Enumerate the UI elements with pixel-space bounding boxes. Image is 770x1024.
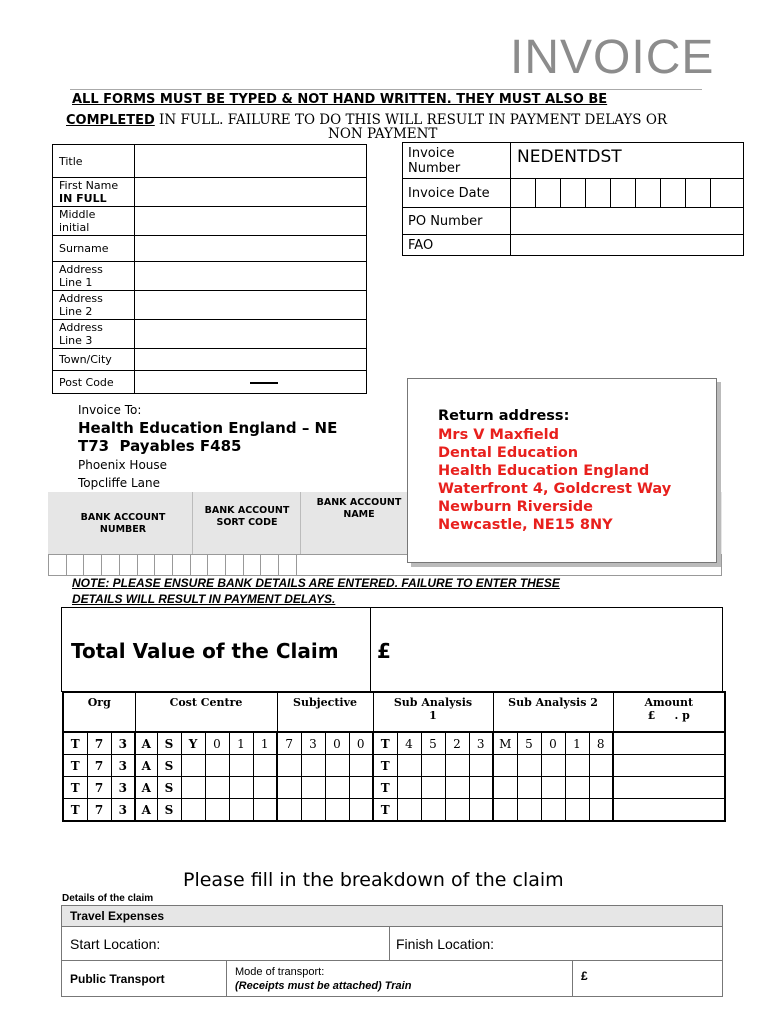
fao-label: FAO — [403, 235, 511, 256]
coding-cell[interactable]: 1 — [229, 732, 253, 755]
coding-cell[interactable] — [301, 799, 325, 822]
invoice-title: INVOICE — [510, 31, 715, 84]
coding-cell[interactable] — [589, 799, 613, 822]
invoice-date-label: Invoice Date — [403, 179, 511, 208]
coding-cell[interactable] — [277, 777, 301, 799]
address-line-1-field[interactable] — [135, 262, 367, 291]
invoice-to-org-2: T73 Payables F485 — [78, 437, 242, 455]
mode-label: Mode of transport: — [235, 965, 325, 978]
coding-cell[interactable]: Y — [181, 732, 205, 755]
invoice-to-org-1: Health Education England – NE — [78, 419, 338, 437]
addr1-a: Address — [59, 263, 103, 276]
coding-cell[interactable]: M — [493, 732, 517, 755]
sort-code-box[interactable] — [243, 555, 261, 576]
account-number-box[interactable] — [172, 555, 190, 576]
coding-cell[interactable]: S — [157, 799, 181, 822]
address-line-3-label — [53, 320, 135, 349]
return-address-line: Mrs V Maxfield — [438, 427, 560, 443]
coding-cell[interactable] — [469, 755, 493, 777]
account-number-box[interactable] — [119, 555, 137, 576]
coding-cell[interactable] — [493, 755, 517, 777]
coding-cell[interactable] — [421, 799, 445, 822]
total-value-divider — [370, 608, 371, 692]
coding-cell[interactable] — [181, 755, 205, 777]
addr1-b: Line 1 — [59, 276, 93, 289]
coding-cell[interactable]: 0 — [541, 732, 565, 755]
coding-cell[interactable] — [277, 799, 301, 822]
postcode-label: Post Code — [53, 371, 135, 394]
mode-note: (Receipts must be attached) Train — [235, 979, 412, 992]
coding-cell[interactable]: 4 — [397, 732, 421, 755]
coding-cell[interactable] — [181, 777, 205, 799]
sub1-a: Sub Analysis — [393, 696, 473, 709]
surname-field[interactable] — [135, 236, 367, 262]
coding-cell[interactable]: 0 — [349, 732, 373, 755]
start-location-field[interactable] — [62, 927, 390, 961]
coding-cell[interactable]: T — [373, 732, 397, 755]
coding-row — [63, 732, 725, 755]
coding-cell[interactable]: 3 — [469, 732, 493, 755]
coding-cell[interactable]: 0 — [205, 732, 229, 755]
middle-label-1: Middle — [59, 208, 96, 221]
coding-cell[interactable] — [469, 799, 493, 822]
date-box[interactable] — [536, 179, 561, 208]
amount-cell[interactable] — [613, 755, 725, 777]
coding-cell[interactable] — [493, 777, 517, 799]
coding-cell[interactable]: 2 — [445, 732, 469, 755]
coding-cell[interactable]: 7 — [87, 777, 111, 799]
coding-cell[interactable] — [565, 755, 589, 777]
address-line-2-field[interactable] — [135, 291, 367, 320]
account-number-box[interactable] — [49, 555, 67, 576]
middle-label-2: initial — [59, 221, 90, 234]
coding-cell[interactable] — [301, 755, 325, 777]
coding-cell[interactable] — [229, 799, 253, 822]
coding-cell[interactable] — [541, 799, 565, 822]
addr3-b: Line 3 — [59, 334, 93, 347]
coding-cell[interactable] — [253, 777, 277, 799]
coding-cell[interactable]: T — [63, 799, 87, 822]
coding-cell[interactable] — [493, 799, 517, 822]
first-name-label — [53, 178, 135, 207]
coding-cell[interactable]: T — [63, 777, 87, 799]
date-box[interactable] — [661, 179, 686, 208]
invoice-to-addr-1: Phoenix House — [78, 458, 168, 472]
invoice-number-label — [403, 143, 511, 179]
date-box[interactable] — [711, 179, 744, 208]
org-header: Org — [63, 692, 135, 732]
sort-code-box[interactable] — [261, 555, 279, 576]
coding-cell[interactable] — [325, 799, 349, 822]
coding-cell[interactable] — [589, 777, 613, 799]
coding-cell[interactable] — [325, 777, 349, 799]
coding-table — [62, 691, 726, 822]
sub-analysis-1-header — [373, 692, 493, 732]
total-currency[interactable]: £ — [377, 639, 391, 663]
coding-cell[interactable] — [301, 777, 325, 799]
date-box[interactable] — [586, 179, 611, 208]
coding-cell[interactable]: 3 — [301, 732, 325, 755]
personal-details-table — [52, 144, 367, 394]
coding-cell[interactable]: T — [63, 755, 87, 777]
coding-cell[interactable] — [349, 755, 373, 777]
warning-completed: COMPLETED — [66, 113, 155, 128]
amount-units: £ . p — [647, 709, 690, 722]
coding-row — [63, 755, 725, 777]
coding-cell[interactable] — [541, 777, 565, 799]
sub1-b: 1 — [429, 709, 437, 722]
coding-row — [63, 777, 725, 799]
coding-cell[interactable]: 7 — [87, 799, 111, 822]
amount-cell[interactable] — [613, 777, 725, 799]
coding-cell[interactable] — [445, 777, 469, 799]
bank-note-2: DETAILS WILL RESULT IN PAYMENT DELAYS. — [72, 592, 336, 606]
first-name-note: IN FULL — [59, 192, 107, 205]
bank-account-number-label: BANK ACCOUNT NUMBER — [80, 512, 166, 535]
middle-initial-label — [53, 207, 135, 236]
coding-cell[interactable]: S — [157, 732, 181, 755]
return-address-line: Waterfront 4, Goldcrest Way — [438, 481, 672, 497]
coding-cell[interactable] — [421, 755, 445, 777]
coding-cell[interactable]: 3 — [111, 799, 135, 822]
coding-cell[interactable]: 5 — [421, 732, 445, 755]
finish-location-field[interactable] — [390, 927, 723, 961]
date-box[interactable] — [611, 179, 636, 208]
return-address-label: Return address: — [438, 408, 570, 424]
cost-centre-header: Cost Centre — [135, 692, 277, 732]
po-number-label: PO Number — [403, 208, 511, 235]
coding-cell[interactable]: T — [373, 777, 397, 799]
coding-cell[interactable] — [445, 755, 469, 777]
coding-cell[interactable] — [565, 799, 589, 822]
total-value-label: Total Value of the Claim — [71, 639, 339, 663]
coding-cell[interactable] — [421, 777, 445, 799]
address-line-2-label — [53, 291, 135, 320]
coding-cell[interactable] — [517, 755, 541, 777]
warning-line-3: NON PAYMENT — [328, 126, 438, 142]
town-label: Town/City — [53, 349, 135, 371]
coding-cell[interactable]: A — [135, 732, 157, 755]
amount-cell[interactable] — [613, 732, 725, 755]
coding-cell[interactable] — [325, 755, 349, 777]
coding-cell[interactable]: 7 — [277, 732, 301, 755]
coding-cell[interactable] — [445, 799, 469, 822]
invoice-info-table — [402, 142, 744, 256]
coding-cell[interactable]: 1 — [565, 732, 589, 755]
coding-cell[interactable] — [229, 755, 253, 777]
inv-num-1: Invoice — [408, 145, 455, 161]
coding-cell[interactable]: T — [373, 755, 397, 777]
coding-cell[interactable]: S — [157, 755, 181, 777]
coding-cell[interactable] — [205, 755, 229, 777]
inv-num-2: Number — [408, 160, 461, 176]
title-label: Title — [53, 145, 135, 178]
coding-cell[interactable] — [589, 755, 613, 777]
middle-initial-field[interactable] — [135, 207, 367, 236]
account-number-box[interactable] — [66, 555, 84, 576]
coding-cell[interactable] — [253, 755, 277, 777]
finish-location-label: Finish Location: — [396, 935, 495, 952]
coding-cell[interactable]: 3 — [111, 755, 135, 777]
details-label: Details of the claim — [62, 893, 154, 904]
warning-rest: IN FULL. FAILURE TO DO THIS WILL RESULT IN PAYMENT DELAYS OR — [154, 112, 668, 128]
title-field[interactable] — [135, 145, 367, 178]
coding-cell[interactable]: 1 — [253, 732, 277, 755]
bank-divider — [300, 492, 301, 554]
sort-code-box[interactable] — [226, 555, 244, 576]
sort-code-box[interactable] — [208, 555, 226, 576]
coding-cell[interactable]: T — [63, 732, 87, 755]
title-rule — [70, 89, 702, 90]
town-field[interactable] — [135, 349, 367, 371]
coding-row — [63, 799, 725, 822]
date-box[interactable] — [686, 179, 711, 208]
coding-cell[interactable]: 3 — [111, 732, 135, 755]
coding-cell[interactable]: S — [157, 777, 181, 799]
coding-cell[interactable]: A — [135, 799, 157, 822]
bank-divider — [192, 492, 193, 554]
coding-cell[interactable]: 5 — [517, 732, 541, 755]
amount-cell[interactable] — [613, 799, 725, 822]
bank-account-name-label: BANK ACCOUNT NAME — [316, 497, 402, 520]
total-value-box — [61, 607, 723, 692]
return-address-line: Dental Education — [438, 445, 579, 461]
coding-cell[interactable] — [205, 777, 229, 799]
po-number-field[interactable] — [511, 208, 744, 235]
start-location-label: Start Location: — [70, 935, 161, 952]
account-number-box[interactable] — [84, 555, 102, 576]
invoice-to-label: Invoice To: — [78, 403, 142, 417]
coding-cell[interactable] — [229, 777, 253, 799]
address-line-3-field[interactable] — [135, 320, 367, 349]
return-address-line: Newburn Riverside — [438, 499, 593, 515]
account-number-box[interactable] — [137, 555, 155, 576]
transport-currency: £ — [581, 969, 588, 983]
public-transport-label: Public Transport — [62, 961, 227, 997]
coding-cell[interactable]: 7 — [87, 732, 111, 755]
postcode-underline — [250, 382, 278, 384]
return-address-box — [407, 378, 717, 563]
coding-cell[interactable] — [397, 755, 421, 777]
amount-header — [613, 692, 725, 732]
fao-field[interactable] — [511, 235, 744, 256]
bank-note-1: NOTE: PLEASE ENSURE BANK DETAILS ARE ENTERED. FAILURE TO ENTER THESE — [72, 576, 560, 590]
coding-cell[interactable] — [517, 777, 541, 799]
mode-of-transport-field[interactable] — [227, 961, 573, 997]
addr2-b: Line 2 — [59, 305, 93, 318]
account-number-box[interactable] — [102, 555, 120, 576]
transport-amount-field[interactable] — [573, 961, 723, 997]
coding-cell[interactable] — [397, 777, 421, 799]
return-address-line: Health Education England — [438, 463, 650, 479]
coding-cell[interactable] — [181, 799, 205, 822]
bank-sort-code-label: BANK ACCOUNT SORT CODE — [204, 505, 290, 528]
sort-code-box[interactable] — [279, 555, 297, 576]
coding-cell[interactable] — [565, 777, 589, 799]
travel-table — [61, 905, 723, 997]
invoice-to-addr-2: Topcliffe Lane — [78, 476, 161, 490]
coding-cell[interactable] — [397, 799, 421, 822]
first-name-text: First Name — [59, 179, 119, 192]
date-box[interactable] — [511, 179, 536, 208]
coding-cell[interactable]: T — [373, 799, 397, 822]
invoice-number-value[interactable]: NEDENTDST — [511, 143, 744, 179]
date-box[interactable] — [636, 179, 661, 208]
coding-cell[interactable] — [205, 799, 229, 822]
warning-line-1: ALL FORMS MUST BE TYPED & NOT HAND WRITTEN. THEY MUST ALSO BE — [72, 92, 608, 107]
coding-cell[interactable] — [469, 777, 493, 799]
return-address-lines — [438, 426, 671, 534]
first-name-field[interactable] — [135, 178, 367, 207]
address-line-1-label — [53, 262, 135, 291]
coding-cell[interactable]: 8 — [589, 732, 613, 755]
sub-analysis-2-header: Sub Analysis 2 — [493, 692, 613, 732]
travel-expenses-header: Travel Expenses — [62, 906, 723, 927]
addr2-a: Address — [59, 292, 103, 305]
sort-code-box[interactable] — [190, 555, 208, 576]
coding-cell[interactable] — [253, 799, 277, 822]
addr3-a: Address — [59, 321, 103, 334]
account-number-box[interactable] — [155, 555, 173, 576]
surname-label: Surname — [53, 236, 135, 262]
coding-cell[interactable] — [277, 755, 301, 777]
date-box[interactable] — [561, 179, 586, 208]
coding-cell[interactable] — [517, 799, 541, 822]
return-address-line: Newcastle, NE15 8NY — [438, 517, 613, 533]
subjective-header: Subjective — [277, 692, 373, 732]
coding-cell[interactable]: 3 — [111, 777, 135, 799]
coding-cell[interactable] — [349, 799, 373, 822]
coding-cell[interactable]: A — [135, 777, 157, 799]
coding-cell[interactable] — [541, 755, 565, 777]
coding-cell[interactable] — [349, 777, 373, 799]
coding-cell[interactable]: 0 — [325, 732, 349, 755]
breakdown-heading: Please fill in the breakdown of the claim — [183, 869, 564, 891]
amount-label: Amount — [644, 696, 694, 709]
coding-cell[interactable]: 7 — [87, 755, 111, 777]
coding-cell[interactable]: A — [135, 755, 157, 777]
